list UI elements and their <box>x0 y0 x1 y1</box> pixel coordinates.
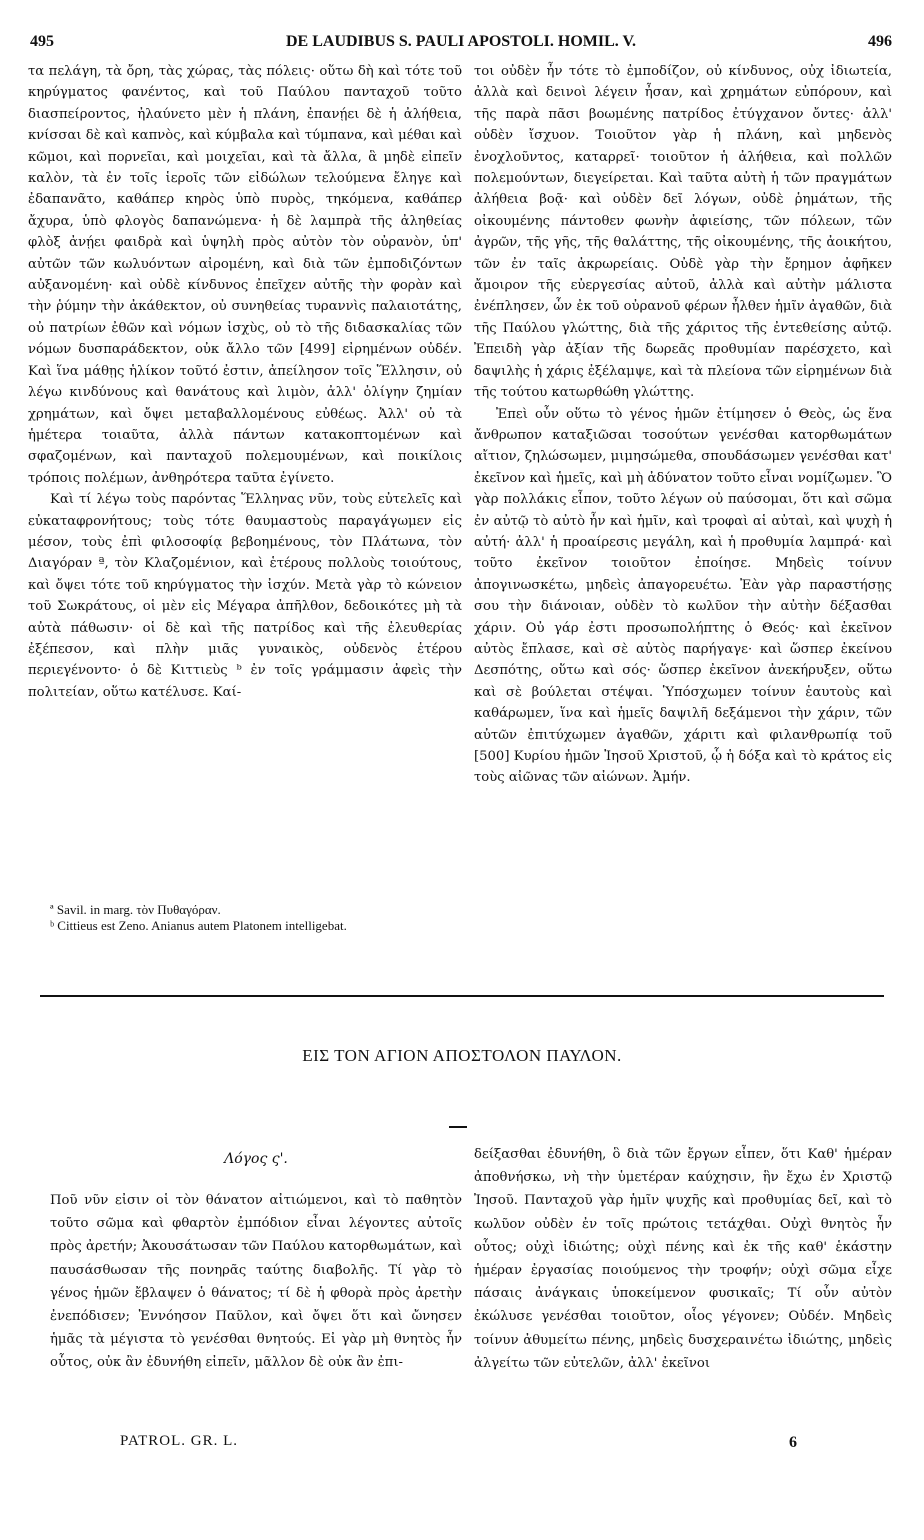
footnote-a: ª Savil. in marg. τὸν Πυθαγόραν. <box>50 902 221 917</box>
footnotes <box>50 902 462 933</box>
lower-right-text-column <box>474 1143 892 1375</box>
title-dash <box>449 1126 467 1128</box>
running-title: DE LAUDIBUS S. PAULI APOSTOLI. HOMIL. V. <box>285 33 636 50</box>
page-number-left: 495 <box>30 33 54 50</box>
paragraph: Ποῦ νῦν εἰσιν οἱ τὸν θάνατον αἰτιώμενοι, καὶ τὸ παθητὸν τοῦτο σῶμα καὶ φθαρτὸν ἐμπόδιον εἶναι λέγοντες αὐτοῖς πρὸς ἀρετήν; Ἀκουσάτωσαν τῶν Παύλου κατορθωμάτων, καὶ παυσάσθωσαν τῆς πονηρᾶς ταύτης διαβολῆς. Τί γὰρ τὸ γένος ἡμῶν ἔβλαψεν ὁ θάνατος; τί δὲ ἡ φθορὰ πρὸς ἀρετὴν ἐνεπόδισεν; Ἐννόησον Παῦλον, καὶ ὄψει ὅτι καὶ ὤνησεν ἡμᾶς τὰ μέγιστα τὸ γενέσθαι θνητούς. Εἰ γὰρ μὴ θνητὸς ἦν οὗτος, οὐκ ἂν ἐδυνήθη εἰπεῖν, μᾶλλον δὲ οὐκ ἂν ἐπι- <box>50 1193 462 1371</box>
paragraph: τα πελάγη, τὰ ὄρη, τὰς χώρας, τὰς πόλεις· οὕτω δὴ καὶ τότε τοῦ κηρύγματος φανέντος, καὶ τοῦ Παύλου πανταχοῦ τοῦτο διασπείροντος, ἠλαύνετο μὲν ἡ πλάνη, ἐπανῄει δὲ ἡ ἀλήθεια, κνίσσαι δὲ καὶ καπνὸς, καὶ κύμβαλα καὶ τύμπανα, καὶ μέθαι καὶ κῶμοι, καὶ πορνεῖαι, καὶ μοιχεῖαι, καὶ τὰ ἄλλα, ἃ μηδὲ εἰπεῖν καλὸν, τὰ ἐν τοῖς ἱεροῖς τῶν εἰδώλων τελούμενα ἔληγε καὶ ἐδαπανᾶτο, καθάπερ κηρὸς ὑπὸ πυρὸς, τηκόμενα, καθάπερ ἄχυρα, ὑπὸ φλογὸς δαπανώμενα· ἡ δὲ λαμπρὰ τῆς ἀληθείας φλὸξ ἀνῄει φαιδρὰ καὶ ὑψηλὴ πρὸς αὐτὸν τὸν οὐρανὸν, ὑπ' αὐτῶν τῶν κωλυόντων αἰρομένη, καὶ διὰ τῶν ἐμποδιζόντων αὐξανομένη· καὶ οὐδὲ κίνδυνος ἐπεῖχεν αὐτῆς τὴν φορὰν καὶ τὴν ῥύμην τὴν ἀκάθεκτον, οὐ συνηθείας τυραννὶς παλαιοτάτης, οὐ πατρίων ἐθῶν καὶ νόμων ἰσχὺς, οὐ τὸ τῆς διδασκαλίας τῶν νόμων δυσπαράδεκτον, οὐκ ἄλλο τῶν [499] εἰρημένων οὐδέν. Καὶ ἵνα μάθῃς ἡλίκον τοῦτό ἐστιν, ἀπείλησον τοῖς Ἕλλησιν, οὐ λέγω κινδύνους καὶ θανάτους καὶ λιμὸν, ἀλλ' ὀλίγην ζημίαν χρημάτων, καὶ ὄψει μεταβαλλομένους εὐθέως. Ἀλλ' οὐ τὰ ἡμέτερα τοιαῦτα, ἀλλὰ πάντων κατακοπτομένων καὶ σφαζομένων, καὶ πανταχοῦ πολεμουμένων, καὶ ποικίλοις τρόποις πολέμων, ἀνθηρότερα ταῦτα ἐγίνετο. <box>28 64 462 486</box>
homily-title: ΕΙΣ ΤΟΝ ΑΓΙΟΝ ΑΠΟΣΤΟΛΟΝ ΠΑΥΛΟΝ. <box>302 1046 622 1065</box>
right-text-column <box>474 61 892 789</box>
section-divider <box>40 995 884 997</box>
paragraph: Καὶ τί λέγω τοὺς παρόντας Ἕλληνας νῦν, τοὺς εὐτελεῖς καὶ εὐκαταφρονήτους; τοὺς τότε θαυμαστοὺς παραγάγωμεν εἰς μέσον, τοὺς ἐπὶ φιλοσοφίᾳ βεβοημένους, τὸν Πλάτωνα, τὸν Διαγόραν ª, τὸν Κλαζομένιον, καὶ ἑτέρους πολλοὺς τοιούτους, καὶ ὄψει τότε τοῦ κηρύγματος τὴν ἰσχύν. Μετὰ γὰρ τὸ κώνειον τοῦ Σωκράτους, οἱ μὲν εἰς Μέγαρα ἀπῆλθον, δεδοικότες μὴ τὰ αὐτὰ πάθωσιν· οἱ δὲ καὶ τῆς πατρίδος καὶ τῆς ἐλευθερίας ἐξέπεσον, καὶ πλὴν μιᾶς γυναικὸς, οὐδενὸς ἑτέρου περιεγένοντο· ὁ δὲ Κιττιεὺς ᵇ ἐν τοῖς γράμμασιν ἀφεὶς τὴν πολιτείαν, οὕτω κατέλυσε. Καί- <box>28 492 462 700</box>
left-text-column <box>28 61 462 703</box>
sheet-number: 6 <box>789 1434 797 1451</box>
logos-label: Λόγος ς'. <box>224 1151 288 1167</box>
footnote-b: ᵇ Cittieus est Zeno. Anianus autem Platonem intelligebat. <box>50 917 347 933</box>
page-number-right: 496 <box>868 33 892 50</box>
signature-line: PATROL. GR. L. <box>120 1433 239 1449</box>
running-header <box>30 33 892 57</box>
paragraph: τοι οὐδὲν ἦν τότε τὸ ἐμποδίζον, οὐ κίνδυνος, οὐχ ἰδιωτεία, ἀλλὰ καὶ δεινοὶ λέγειν ἦσαν, καὶ χρημάτων εὐπόρουν, καὶ τῆς παρὰ πᾶσι βοωμένης πατρίδος ἐτύγχανον ὄντες· ἀλλ' οὐδὲν ἴσχυον. Τοιοῦτον γὰρ ἡ πλάνη, καὶ μηδενὸς ἐνοχλοῦντος, καταρρεῖ· τοιοῦτον ἡ ἀλήθεια, καὶ πολλῶν πολεμούντων, διεγείρεται. Καὶ ταῦτα αὐτὴ ἡ τῶν πραγμάτων ἀλήθεια βοᾷ· καὶ οὐδὲν δεῖ λόγων, οὐδὲ ῥημάτων, τῆς οἰκουμένης πάντοθεν φωνὴν ἀφιείσης, τῶν πόλεων, τῶν ἀγρῶν, τῆς γῆς, τῆς θαλάττης, τῆς οἰκουμένης, τῆς ἀοικήτου, τῶν ἐν ταῖς ἀκρωρείαις. Οὐδὲ γὰρ τὴν ἔρημον ἀφῆκεν ἄμοιρον τῆς εὐεργεσίας αὐτοῦ, ἀλλὰ καὶ αὐτὴν μάλιστα ἐνέπλησεν, ὧν ἐκ τοῦ οὐρανοῦ φέρων ἦλθεν ἡμῖν ἀγαθῶν, διὰ τῆς Παύλου γλώττης, διὰ τῆς χάριτος τῆς ἐντεθείσης αὐτῷ. Ἐπειδὴ γὰρ ἀξίαν τῆς δωρεᾶς προθυμίαν παρέσχετο, καὶ δαψιλὴς ἡ χάρις ἐξέλαμψε, καὶ τὰ πλείονα τῶν εἰρημένων διὰ τῆς τούτου κατωρθώθη γλώττης. <box>474 64 892 401</box>
lower-left-text-column <box>50 1189 462 1375</box>
paragraph: Ἐπεὶ οὖν οὕτω τὸ γένος ἡμῶν ἐτίμησεν ὁ Θεὸς, ὡς ἕνα ἄνθρωπον καταξιῶσαι τοσούτων γενέσθαι κατορθωμάτων αἴτιον, ζηλώσωμεν, μιμησώμεθα, σπουδάσωμεν γενέσθαι κατ' ἐκεῖνον καὶ ἡμεῖς, καὶ μὴ ἀδύνατον τοῦτο εἶναι νομίζωμεν. Ὃ γὰρ πολλάκις εἶπον, τοῦτο λέγων οὐ παύσομαι, ὅτι καὶ σῶμα ἐν αὐτῷ τὸ αὐτὸ ἦν καὶ ἡμῖν, καὶ τροφαὶ αἱ αὐταὶ, καὶ ψυχὴ ἡ αὐτή· ἀλλ' ἡ προαίρεσις μεγάλη, καὶ ἡ προθυμία λαμπρά· καὶ τοῦτο ἐκεῖνον τοιοῦτον ἐποίησε. Μηδεὶς τοίνυν ἀπογινωσκέτω, μηδεὶς ἀπαγορευέτω. Ἐὰν γὰρ παραστήσῃς σου τὴν διάνοιαν, οὐδὲν τὸ κωλῦον τὴν αὐτὴν δέξασθαι χάριν. Οὐ γάρ ἐστι προσωπολήπτης ὁ Θεός· καὶ ἐκεῖνον αὐτὸς ἔπλασε, καὶ σὲ αὐτὸς παρήγαγε· καὶ ὥσπερ ἐκείνου Δεσπότης, οὕτω καὶ σός· ὥσπερ ἐκεῖνον ἀνεκήρυξεν, οὕτω καὶ σὲ βούλεται στέψαι. Ὑπόσχωμεν τοίνυν ἑαυτοὺς καὶ καθάρωμεν, ἵνα καὶ ἡμεῖς δαψιλῆ δεξάμενοι τὴν χάριν, τῶν αὐτῶν ἐπιτύχωμεν ἀγαθῶν, χάριτι καὶ φιλανθρωπίᾳ τοῦ [500] Κυρίου ἡμῶν Ἰησοῦ Χριστοῦ, ᾧ ἡ δόξα καὶ τὸ κράτος εἰς τοὺς αἰῶνας τῶν αἰώνων. Ἀμήν. <box>474 406 892 786</box>
paragraph: δείξασθαι ἐδυνήθη, ὃ διὰ τῶν ἔργων εἶπεν, ὅτι Καθ' ἡμέραν ἀποθνήσκω, νὴ τὴν ὑμετέραν καύχησιν, ἣν ἔχω ἐν Χριστῷ Ἰησοῦ. Πανταχοῦ γὰρ ἡμῖν ψυχῆς καὶ προθυμίας δεῖ, καὶ τὸ κωλῦον οὐδὲν ἐν τοῖς πρώτοις τετάχθαι. Οὐχὶ θνητὸς ἦν οὗτος; οὐχὶ ἰδιώτης; οὐχὶ πένης καὶ ἐκ τῆς καθ' ἑκάστην ἡμέραν ἐργασίας ποιούμενος τὴν τροφήν; οὐχὶ σῶμα εἶχε πάσαις ἀνάγκαις ὑποκείμενον φυσικαῖς; Τί οὖν αὐτὸν ἐκώλυσε γενέσθαι τοιοῦτον, οἷος γέγονεν; Οὐδέν. Μηδεὶς τοίνυν ἀθυμείτω πένης, μηδεὶς δυσχεραινέτω ἰδιώτης, μηδεὶς ἀλγείτω τῶν εὐτελῶν, ἀλλ' ἐκεῖνοι <box>474 1147 892 1371</box>
